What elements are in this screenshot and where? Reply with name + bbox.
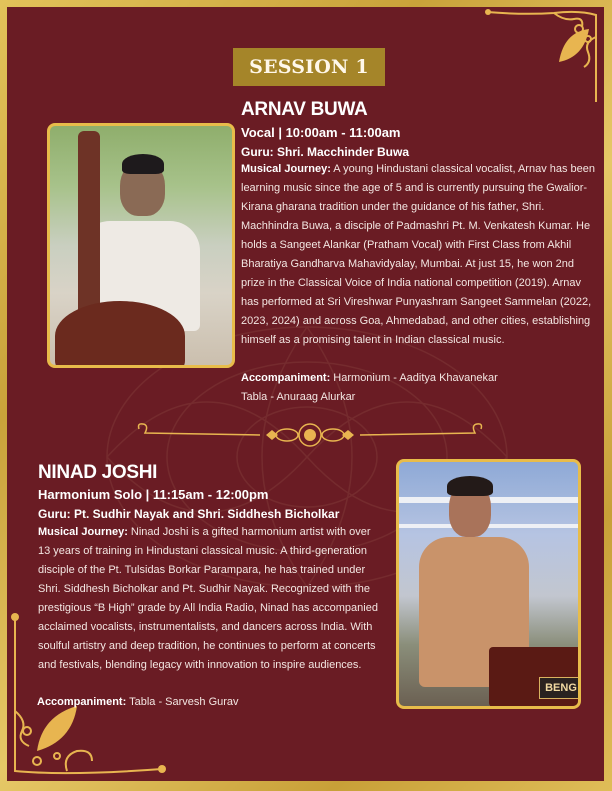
musical-journey-label: Musical Journey: [241,163,331,175]
musical-journey-text: A young Hindustani classical vocalist, Arnav has been learning music since the age of 5 and is currently pursuing the Gwalior-Kirana gharana tradition under the guidance of his father, Shri. Machhindra Buwa, a disciple of Padmashri Pt. M. Venkatesh Kumar. He holds a Sangeet Alankar (Pratham Vocal) with First Class from Akhil Bharatiya Gandharva Mahavidyalay, Mumbai. At just 15, he won 2nd prize in the Classical Voice of India national competition (2019). Arnav has performed at Sri Vireshwar Punyashram Sangeet Sammelan (2022, 2023, 2024) and across Goa, Ahmedabad, and other cities, establishing himself as a promising talent in Indian classical music. [241,163,596,346]
performance-time: Vocal | 10:00am - 11:00am [241,125,401,140]
accompaniment-line1: Harmonium - Aaditya Khavanekar [330,372,498,384]
accompaniment-label: Accompaniment: [37,696,127,708]
artist-name: ARNAV BUWA [241,99,368,120]
musical-journey-text: Ninad Joshi is a gifted harmonium artist with over 13 years of training in Hindustani classical music. A third-generation disciple of the Pt. Tulsidas Borkar Parampara, he has trained under Shri. Siddhesh Bicholkar and Pt. Sudhir Nayak. Recognized with the prestigious “B High” grade by All India Radio, Ninad has accompanied acclaimed vocalists, instrumentalists, and dancers across India. With soulful artistry and deep tradition, he continues to perform at concerts and festivals, blending legacy with innovation to inspire audiences. [38,526,378,671]
corner-ornament-top-right-icon [484,7,604,102]
musical-journey-label: Musical Journey: [38,526,128,538]
artist-photo-arnav [47,123,235,368]
accompaniment-label: Accompaniment: [241,372,331,384]
performance-time: Harmonium Solo | 11:15am - 12:00pm [38,487,269,502]
guru: Guru: Pt. Sudhir Nayak and Shri. Siddhesh Bicholkar [38,507,340,521]
harmonium-brand-label: BENG [539,677,581,699]
musical-journey [38,523,378,675]
artist-photo-ninad [396,459,581,709]
accompaniment-line1: Tabla - Sarvesh Gurav [126,696,239,708]
accompaniment-line2: Tabla - Anuraag Alurkar [241,391,356,403]
guru: Guru: Shri. Macchinder Buwa [241,145,410,159]
accompaniment [241,369,597,407]
accompaniment [37,693,377,712]
session-badge: SESSION 1 [233,48,385,86]
artist-name: NINAD JOSHI [38,462,158,483]
maroon-panel [7,7,604,781]
ornamental-divider-icon [135,421,485,449]
musical-journey [241,160,597,350]
